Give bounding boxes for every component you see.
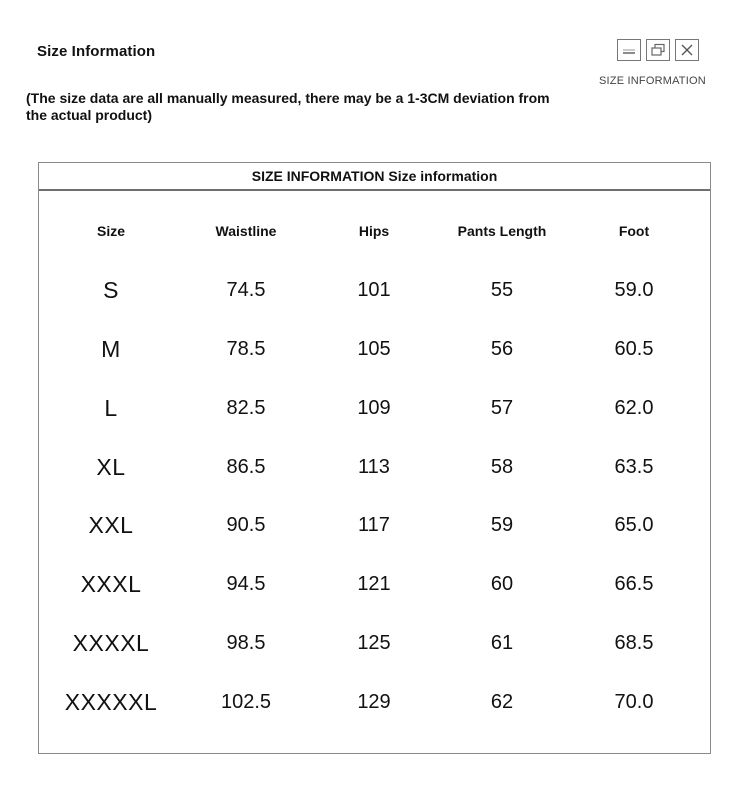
table-row bbox=[39, 682, 712, 722]
table-row bbox=[39, 623, 712, 663]
waistline-value: 86.5 bbox=[226, 455, 266, 478]
hips-value: 101 bbox=[357, 278, 391, 301]
waistline-value: 102.5 bbox=[220, 690, 272, 713]
pants-length-value: 58 bbox=[490, 455, 514, 478]
pants-length-value: 55 bbox=[490, 278, 514, 301]
foot-value: 68.5 bbox=[614, 631, 654, 654]
hips-value: 117 bbox=[358, 513, 390, 536]
waistline-value: 74.5 bbox=[226, 278, 266, 301]
foot-value: 63.5 bbox=[614, 455, 654, 478]
hips-value: 121 bbox=[357, 572, 391, 595]
foot-value: 70.0 bbox=[614, 690, 654, 713]
pants-length-value: 56 bbox=[490, 337, 514, 360]
table-row bbox=[39, 329, 712, 369]
table-row bbox=[39, 388, 712, 428]
pants-length-value: 61 bbox=[490, 631, 514, 654]
waistline-value: 78.5 bbox=[226, 337, 266, 360]
waistline-value: 90.5 bbox=[226, 513, 266, 536]
waistline-value: 82.5 bbox=[226, 396, 266, 419]
pants-length-value: 62 bbox=[490, 690, 514, 713]
column-header-size: Size bbox=[96, 223, 125, 239]
size-label: XXXL bbox=[80, 570, 142, 597]
column-header-row bbox=[39, 211, 712, 251]
table-title: SIZE INFORMATION Size information bbox=[39, 163, 710, 191]
window-caption: SIZE INFORMATION bbox=[599, 75, 706, 87]
pants-length-value: 57 bbox=[490, 396, 514, 419]
pants-length-value: 59 bbox=[490, 513, 514, 536]
size-label: XL bbox=[96, 453, 126, 480]
waistline-value: 94.5 bbox=[226, 572, 266, 595]
close-icon bbox=[675, 39, 699, 61]
foot-value: 66.5 bbox=[614, 572, 654, 595]
size-table bbox=[38, 162, 711, 754]
pants-length-value: 60 bbox=[490, 572, 514, 595]
table-row bbox=[39, 270, 712, 310]
column-header-pants-length: Pants Length bbox=[457, 223, 547, 239]
table-row bbox=[39, 564, 712, 604]
hips-value: 125 bbox=[357, 631, 391, 654]
table-row bbox=[39, 447, 712, 487]
size-label: XXL bbox=[88, 511, 134, 538]
size-label: S bbox=[103, 276, 119, 303]
hips-value: 113 bbox=[358, 455, 390, 478]
column-header-foot: Foot bbox=[618, 223, 650, 239]
foot-value: 65.0 bbox=[614, 513, 654, 536]
table-row bbox=[39, 505, 712, 545]
column-header-waistline: Waistline bbox=[215, 223, 277, 239]
page-title: Size Information bbox=[37, 43, 156, 60]
size-label: L bbox=[104, 394, 118, 421]
hips-value: 109 bbox=[357, 396, 391, 419]
size-label: M bbox=[101, 335, 121, 362]
hips-value: 105 bbox=[357, 337, 391, 360]
size-label: XXXXL bbox=[72, 629, 150, 656]
waistline-value: 98.5 bbox=[226, 631, 266, 654]
foot-value: 59.0 bbox=[614, 278, 654, 301]
measurement-note: (The size data are all manually measured, there may be a 1-3CM deviation from the actual product) bbox=[26, 90, 550, 123]
window-controls bbox=[617, 39, 699, 61]
minimize-icon bbox=[617, 39, 641, 61]
foot-value: 60.5 bbox=[614, 337, 654, 360]
column-header-hips: Hips bbox=[358, 223, 390, 239]
hips-value: 129 bbox=[357, 690, 391, 713]
size-label: XXXXXL bbox=[64, 688, 158, 715]
restore-icon bbox=[646, 39, 670, 61]
foot-value: 62.0 bbox=[614, 396, 654, 419]
